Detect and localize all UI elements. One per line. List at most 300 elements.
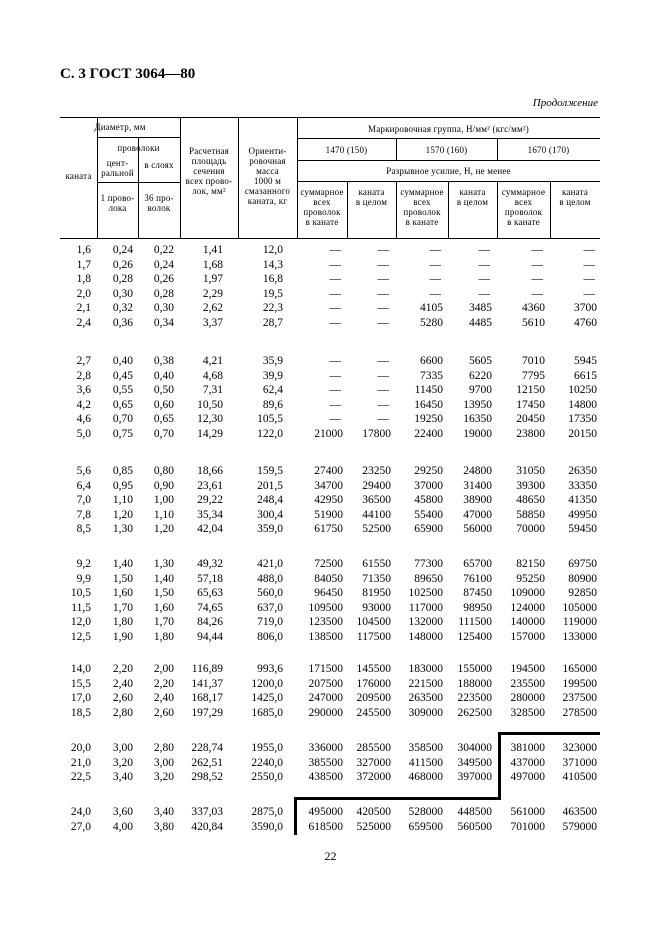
- table-cell: 280000: [510, 692, 545, 705]
- table-cell: 12150: [516, 384, 545, 397]
- table-cell: 0,34: [153, 317, 174, 329]
- table-cell: 19000: [463, 428, 492, 440]
- table-cell: 0,50: [153, 384, 174, 397]
- table-cell: 157000: [510, 631, 545, 643]
- table-cell: 18,66: [197, 465, 223, 477]
- table-cell: 74,65: [197, 601, 223, 614]
- table-cell: 5945: [574, 355, 597, 367]
- table-cell: 1,70: [112, 601, 133, 614]
- table-cell: 94,44: [197, 631, 223, 643]
- col-grade: Маркировочная группа, Н/мм² (кгс/мм²): [368, 124, 529, 134]
- table-cell: 579000: [562, 820, 597, 833]
- table-cell: —: [531, 273, 543, 286]
- table-cell: 1,10: [153, 508, 174, 521]
- table-cell: 806,0: [257, 631, 283, 643]
- table-cell: 1,80: [112, 616, 133, 629]
- table-cell: 87450: [463, 587, 492, 600]
- table-cell: 1,20: [153, 523, 174, 536]
- table-cell: 194500: [510, 663, 545, 675]
- table-cell: 659500: [408, 820, 443, 833]
- table-cell: —: [377, 384, 389, 397]
- table-cell: —: [377, 398, 389, 411]
- table-cell: 116,89: [191, 663, 223, 675]
- table-cell: 2,60: [112, 692, 133, 705]
- table-cell: 183000: [408, 663, 443, 675]
- table-cell: 132000: [408, 616, 443, 629]
- table-cell: —: [531, 258, 543, 271]
- table-row: [60, 258, 600, 272]
- table-cell: 28,7: [262, 317, 283, 329]
- table-cell: —: [377, 273, 389, 286]
- table-cell: 349500: [457, 756, 492, 769]
- table-cell: 1,70: [153, 616, 174, 629]
- table-cell: 20,0: [70, 742, 91, 754]
- col-36-wires: 36 про- волок: [144, 193, 174, 213]
- table-cell: 1,8: [76, 273, 91, 286]
- table-cell: 3,80: [153, 820, 174, 833]
- table-cell: 56000: [463, 523, 492, 536]
- table-cell: 228,74: [191, 742, 223, 754]
- table-cell: 15,5: [70, 677, 91, 690]
- table-row: [60, 706, 600, 720]
- table-cell: 14,3: [262, 258, 283, 271]
- table-row: [60, 677, 600, 691]
- table-row: [60, 522, 600, 536]
- table-cell: —: [429, 287, 441, 300]
- table-row: [60, 662, 600, 676]
- table-cell: 5,0: [76, 428, 91, 440]
- table-cell: 65,63: [197, 587, 223, 600]
- table-cell: —: [329, 273, 341, 286]
- table-cell: 223500: [457, 692, 492, 705]
- table-row: [60, 601, 600, 615]
- table-cell: 237500: [562, 692, 597, 705]
- table-cell: —: [329, 244, 341, 256]
- table-cell: 0,30: [112, 287, 133, 300]
- table-cell: —: [377, 317, 389, 329]
- table-cell: 61550: [362, 558, 391, 570]
- table-cell: 0,45: [112, 369, 133, 382]
- table-cell: 199500: [562, 677, 597, 690]
- table-row: [60, 398, 600, 412]
- table-cell: 618500: [308, 820, 343, 833]
- table-cell: 14800: [568, 398, 597, 411]
- table-cell: —: [478, 244, 490, 256]
- table-cell: 285500: [356, 742, 391, 754]
- table-cell: 14,0: [70, 663, 91, 675]
- table-cell: 207500: [308, 677, 343, 690]
- table-cell: 1,30: [112, 523, 133, 536]
- table-cell: —: [377, 287, 389, 300]
- table-cell: 420,84: [191, 820, 223, 833]
- table-cell: 3,20: [112, 756, 133, 769]
- table-cell: 9,9: [76, 572, 91, 585]
- table-cell: —: [329, 287, 341, 300]
- table-cell: 65900: [414, 523, 443, 536]
- table-cell: 171500: [308, 663, 343, 675]
- table-cell: 247000: [308, 692, 343, 705]
- table-cell: —: [531, 287, 543, 300]
- table-cell: 278500: [562, 706, 597, 719]
- table-cell: 6600: [420, 355, 443, 367]
- table-cell: 3,60: [112, 806, 133, 818]
- table-cell: 69750: [568, 558, 597, 570]
- table-cell: 0,28: [112, 273, 133, 286]
- table-cell: 111500: [458, 616, 492, 629]
- table-cell: 1,41: [202, 244, 223, 256]
- table-cell: 49950: [568, 508, 597, 521]
- table-cell: 3,20: [153, 771, 174, 784]
- table-cell: 52500: [362, 523, 391, 536]
- table-cell: 47000: [463, 508, 492, 521]
- table-cell: 9,2: [76, 558, 91, 570]
- page-number: 22: [324, 849, 337, 863]
- table-cell: —: [329, 369, 341, 382]
- col-one-wire: 1 прово- лока: [100, 193, 135, 213]
- table-cell: 1,6: [76, 244, 91, 256]
- table-cell: 2,62: [202, 302, 223, 315]
- table-cell: 323000: [562, 742, 597, 754]
- table-cell: 328500: [510, 706, 545, 719]
- table-cell: 102500: [408, 587, 443, 600]
- table-cell: 2,8: [76, 369, 91, 382]
- table-row: [60, 301, 600, 315]
- table-cell: 0,75: [112, 428, 133, 440]
- table-cell: 0,65: [112, 398, 133, 411]
- table-cell: 4760: [574, 317, 597, 329]
- table-cell: 119000: [562, 616, 597, 629]
- table-header: [60, 117, 600, 239]
- table-cell: 138500: [308, 631, 343, 643]
- table-cell: 159,5: [257, 465, 283, 477]
- table-cell: 124000: [510, 601, 545, 614]
- table-cell: 2,4: [76, 317, 91, 329]
- table-cell: 2,20: [153, 677, 174, 690]
- table-cell: 7795: [522, 369, 545, 382]
- table-cell: —: [329, 317, 341, 329]
- table-cell: 1,97: [202, 273, 223, 286]
- table-cell: 57,18: [197, 572, 223, 585]
- table-cell: 96450: [314, 587, 343, 600]
- table-cell: 141,37: [191, 677, 223, 690]
- table-cell: 51900: [314, 508, 343, 521]
- table-cell: 26350: [568, 465, 597, 477]
- table-cell: —: [377, 413, 389, 426]
- table-cell: 165000: [562, 663, 597, 675]
- table-row: [60, 557, 600, 571]
- table-cell: —: [531, 244, 543, 256]
- table-cell: —: [583, 287, 595, 300]
- table-row: [60, 383, 600, 397]
- table-row: [60, 820, 600, 834]
- table-cell: 437000: [510, 756, 545, 769]
- table-cell: —: [478, 258, 490, 271]
- table-cell: 61750: [314, 523, 343, 536]
- table-cell: 5605: [469, 355, 492, 367]
- table-cell: 10250: [568, 384, 597, 397]
- table-cell: 1955,0: [251, 742, 283, 754]
- table-row: [60, 316, 600, 330]
- col-sum-1570: суммарное всех проволок в канате: [400, 187, 444, 227]
- table-cell: 7010: [522, 355, 545, 367]
- table-cell: 8,5: [76, 523, 91, 536]
- table-cell: —: [329, 355, 341, 367]
- table-cell: 3,6: [76, 384, 91, 397]
- table-cell: 4,6: [76, 413, 91, 426]
- table-cell: 20450: [516, 413, 545, 426]
- table-cell: 411500: [408, 756, 443, 769]
- table-cell: 4,2: [76, 398, 91, 411]
- col-rope: каната: [65, 171, 92, 181]
- table-cell: 6,4: [76, 479, 91, 492]
- table-row: [60, 272, 600, 286]
- table-cell: 16350: [463, 413, 492, 426]
- table-cell: 488,0: [257, 572, 283, 585]
- table-cell: 29250: [414, 465, 443, 477]
- table-cell: 2240,0: [251, 756, 283, 769]
- table-cell: 2,1: [76, 302, 91, 315]
- table-cell: 0,26: [112, 258, 133, 271]
- table-cell: 3,00: [112, 742, 133, 754]
- table-cell: 39,9: [262, 369, 283, 382]
- table-cell: 1,00: [153, 494, 174, 507]
- table-cell: 80900: [568, 572, 597, 585]
- table-cell: 1,50: [112, 572, 133, 585]
- table-cell: 70000: [516, 523, 545, 536]
- table-cell: 148000: [408, 631, 443, 643]
- table-cell: 0,85: [112, 465, 133, 477]
- table-cell: 2,7: [76, 355, 91, 367]
- table-cell: 2,80: [153, 742, 174, 754]
- table-cell: —: [478, 287, 490, 300]
- table-cell: —: [329, 258, 341, 271]
- table-cell: 3,37: [202, 317, 223, 329]
- table-cell: 31050: [516, 465, 545, 477]
- col-whole-1570: каната в целом: [456, 187, 489, 207]
- grade-1670: 1670 (170): [527, 145, 570, 155]
- table-cell: 7,0: [76, 494, 91, 507]
- table-cell: 336000: [308, 742, 343, 754]
- table-cell: 77300: [414, 558, 443, 570]
- table-row: [60, 630, 600, 644]
- table-cell: 0,30: [153, 302, 174, 315]
- table-cell: 35,34: [197, 508, 223, 521]
- table-cell: 528000: [408, 806, 443, 818]
- table-cell: 27400: [314, 465, 343, 477]
- table-cell: 385500: [308, 756, 343, 769]
- table-cell: 2,60: [153, 706, 174, 719]
- table-cell: 3,40: [112, 771, 133, 784]
- table-cell: 2550,0: [251, 771, 283, 784]
- table-cell: 42950: [314, 494, 343, 507]
- table-cell: —: [329, 398, 341, 411]
- table-cell: 17800: [362, 428, 391, 440]
- col-breaking-force: Разрывное усилие, Н, не менее: [386, 166, 511, 176]
- table-row: [60, 508, 600, 522]
- table-cell: 12,30: [197, 413, 223, 426]
- table-cell: 11,5: [71, 601, 91, 614]
- table-cell: —: [429, 273, 441, 286]
- table-cell: 371000: [562, 756, 597, 769]
- table-cell: 23250: [362, 465, 391, 477]
- table-cell: 76100: [463, 572, 492, 585]
- table-cell: 0,90: [153, 479, 174, 492]
- table-cell: 0,70: [153, 428, 174, 440]
- table-cell: 22400: [414, 428, 443, 440]
- table-cell: 560500: [457, 820, 492, 833]
- table-row: [60, 586, 600, 600]
- table-cell: 34700: [314, 479, 343, 492]
- col-whole-1670: каната в целом: [559, 187, 591, 207]
- table-cell: 4105: [420, 302, 443, 315]
- table-cell: 2875,0: [251, 806, 283, 818]
- table-cell: —: [583, 244, 595, 256]
- table-cell: 93000: [362, 601, 391, 614]
- table-cell: 10,50: [197, 398, 223, 411]
- table-cell: 29400: [362, 479, 391, 492]
- table-cell: 71350: [362, 572, 391, 585]
- table-cell: 21,0: [70, 756, 91, 769]
- table-cell: 4,21: [202, 355, 223, 367]
- col-in-layers: в слоях: [144, 160, 174, 170]
- table-cell: 495000: [308, 806, 343, 818]
- table-cell: 0,95: [112, 479, 133, 492]
- table-cell: 2,20: [112, 663, 133, 675]
- table-cell: 72500: [314, 558, 343, 570]
- table-cell: 1,20: [112, 508, 133, 521]
- table-cell: 438500: [308, 771, 343, 784]
- table-cell: —: [329, 302, 341, 315]
- table-cell: 42,04: [197, 523, 223, 536]
- table-row: [60, 741, 600, 755]
- table-cell: 12,0: [262, 244, 283, 256]
- continuation-label: Продолжение: [532, 97, 598, 109]
- table-cell: 14,29: [197, 428, 223, 440]
- table-cell: 201,5: [257, 479, 283, 492]
- table-cell: 1685,0: [251, 706, 283, 719]
- table-cell: 1,80: [153, 631, 174, 643]
- table-cell: 7,8: [76, 508, 91, 521]
- table-cell: 59450: [568, 523, 597, 536]
- table-cell: 31400: [463, 479, 492, 492]
- table-cell: 463500: [562, 806, 597, 818]
- table-cell: 11450: [414, 384, 443, 397]
- table-row: [60, 464, 600, 478]
- table-cell: 3700: [574, 302, 597, 315]
- table-cell: 0,26: [153, 273, 174, 286]
- col-wires: проволоки: [117, 143, 160, 153]
- table-cell: 0,36: [112, 317, 133, 329]
- table-cell: 560,0: [257, 587, 283, 600]
- table-cell: 1,90: [112, 631, 133, 643]
- table-cell: 20150: [568, 428, 597, 440]
- table-cell: 245500: [356, 706, 391, 719]
- table-cell: 6220: [469, 369, 492, 382]
- table-cell: 58850: [516, 508, 545, 521]
- table-cell: 0,38: [153, 355, 174, 367]
- table-cell: —: [377, 369, 389, 382]
- table-cell: 49,32: [197, 558, 223, 570]
- table-cell: 4,00: [112, 820, 133, 833]
- table-cell: —: [429, 244, 441, 256]
- table-cell: 140000: [510, 616, 545, 629]
- table-cell: 133000: [562, 631, 597, 643]
- table-cell: 1,60: [112, 587, 133, 600]
- table-cell: 262,51: [191, 756, 223, 769]
- table-cell: 262500: [457, 706, 492, 719]
- table-cell: 33350: [568, 479, 597, 492]
- table-row: [60, 691, 600, 705]
- table-row: [60, 369, 600, 383]
- table-row: [60, 354, 600, 368]
- table-cell: 2,80: [112, 706, 133, 719]
- table-cell: 35,9: [262, 355, 283, 367]
- table-cell: 22,5: [70, 771, 91, 784]
- table-cell: 21000: [314, 428, 343, 440]
- table-row: [60, 493, 600, 507]
- table-cell: 168,17: [191, 692, 223, 705]
- table-cell: 0,65: [153, 413, 174, 426]
- table-row: [60, 805, 600, 819]
- table-cell: 221500: [408, 677, 443, 690]
- table-cell: 235500: [510, 677, 545, 690]
- table-cell: 4360: [522, 302, 545, 315]
- table-cell: 300,4: [257, 508, 283, 521]
- table-cell: 209500: [356, 692, 391, 705]
- table-cell: 81950: [362, 587, 391, 600]
- table-cell: 497000: [510, 771, 545, 784]
- table-cell: 89,6: [262, 398, 283, 411]
- table-cell: 3485: [469, 302, 492, 315]
- table-cell: 1200,0: [251, 677, 283, 690]
- table-cell: 397000: [457, 771, 492, 784]
- table-cell: 65700: [463, 558, 492, 570]
- table-cell: 7,31: [202, 384, 223, 397]
- table-cell: 0,28: [153, 287, 174, 300]
- table-cell: 0,24: [112, 244, 133, 256]
- table-cell: 176000: [356, 677, 391, 690]
- grade-1470: 1470 (150): [325, 145, 368, 155]
- table-cell: 5610: [522, 317, 545, 329]
- col-area: Расчетная площадь сечения всех прово- лок, мм²: [185, 146, 233, 196]
- table-cell: 0,24: [153, 258, 174, 271]
- table-row: [60, 287, 600, 301]
- table-cell: 4485: [469, 317, 492, 329]
- table-cell: 1425,0: [251, 692, 283, 705]
- table-cell: —: [377, 302, 389, 315]
- table-cell: —: [429, 258, 441, 271]
- table-cell: 7335: [420, 369, 443, 382]
- table-cell: 3590,0: [251, 820, 283, 833]
- document-title: С. 3 ГОСТ 3064—80: [60, 66, 196, 82]
- table-cell: 82150: [516, 558, 545, 570]
- col-sum-1470: суммарное всех проволок в канате: [300, 187, 344, 227]
- table-row: [60, 412, 600, 426]
- table-cell: 0,60: [153, 398, 174, 411]
- table-cell: —: [583, 258, 595, 271]
- table-cell: 309000: [408, 706, 443, 719]
- table-cell: 41350: [568, 494, 597, 507]
- table-cell: 117000: [408, 601, 443, 614]
- col-mass: Ориенти- ровочная масса 1000 м смазанного каната, кг: [244, 146, 291, 206]
- table-cell: 55400: [414, 508, 443, 521]
- table-cell: —: [377, 355, 389, 367]
- table-cell: 337,03: [191, 806, 223, 818]
- table-cell: 2,40: [112, 677, 133, 690]
- table-cell: 248,4: [257, 494, 283, 507]
- col-central: цент- ральной: [101, 158, 134, 178]
- table-cell: 561000: [510, 806, 545, 818]
